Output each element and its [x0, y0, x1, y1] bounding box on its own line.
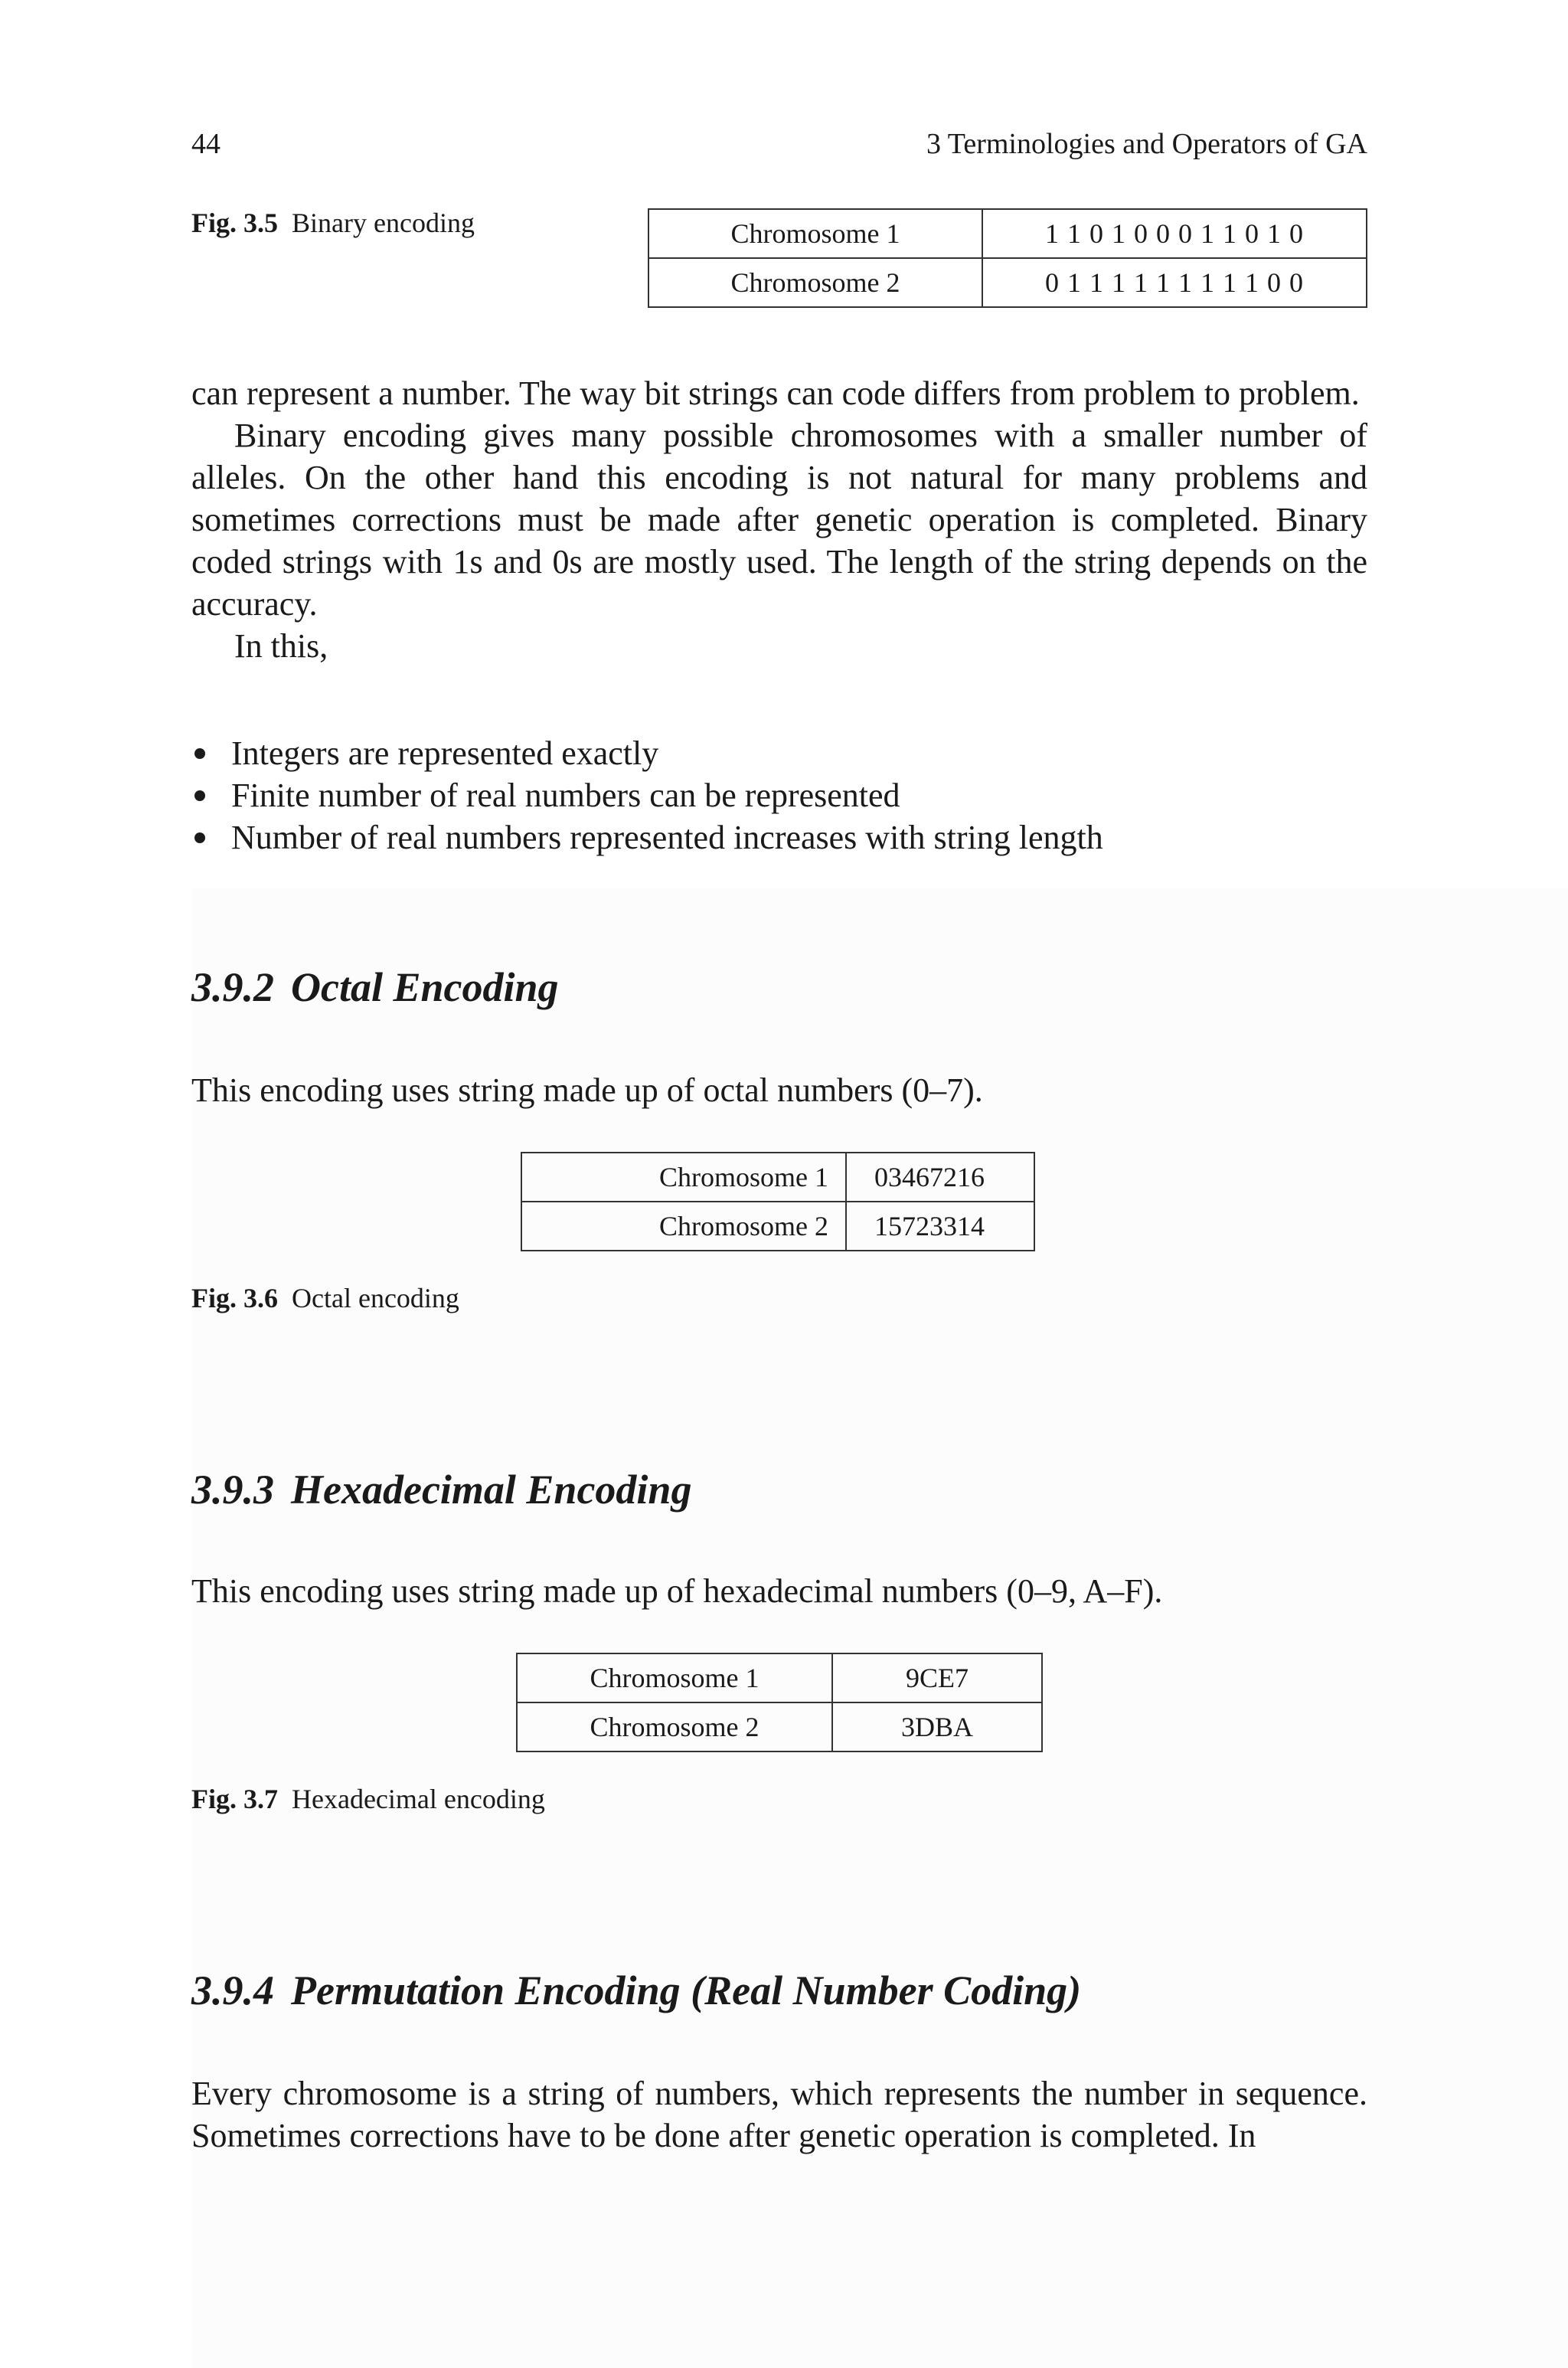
fig-label: Fig. 3.5: [191, 208, 278, 238]
paragraph: Every chromosome is a string of numbers, which represents the number in sequence. Sometimes corrections have to be done after genetic operation is completed. In: [191, 2075, 1367, 2154]
table-cell-value: 9CE7: [832, 1653, 1042, 1702]
fig-label: Fig. 3.6: [191, 1283, 278, 1313]
paragraph: This encoding uses string made up of hexadecimal numbers (0–9, A–F).: [191, 1572, 1163, 1610]
fig-3-6-table: [521, 1152, 1035, 1251]
list-item-text: Finite number of real numbers can be represented: [231, 777, 900, 814]
list-item: [191, 816, 1367, 859]
section-heading-3-9-4: [191, 1967, 1081, 2014]
paragraph: This encoding uses string made up of octal numbers (0–7).: [191, 1071, 983, 1109]
fig-3-7-table: [516, 1653, 1043, 1752]
list-item: [191, 774, 1367, 816]
bullet-icon: [194, 748, 205, 759]
fig-label: Fig. 3.7: [191, 1784, 278, 1814]
page-number: 44: [191, 128, 220, 160]
fig-3-5-caption: [191, 207, 475, 239]
table-cell-name: Chromosome 1: [517, 1653, 832, 1702]
binary-body: [191, 372, 1367, 667]
table-row: [521, 1202, 1034, 1251]
running-head: 3 Terminologies and Operators of GA: [926, 128, 1367, 160]
list-item: [191, 732, 1367, 774]
table-cell-name: Chromosome 1: [648, 209, 982, 258]
bullet-icon: [194, 790, 205, 801]
section-number: 3.9.2: [191, 964, 274, 1010]
section-title: Permutation Encoding (Real Number Coding): [291, 1967, 1082, 2013]
paragraph: Binary encoding gives many possible chromosomes with a smaller number of alleles. On the other hand this encoding is not natural for many problems and sometimes corrections must be made after genetic operation is completed. Binary coded strings with 1s and 0s are mostly used. The length of the string depends on the accuracy.: [191, 417, 1367, 623]
section-heading-3-9-3: [191, 1466, 691, 1513]
table-cell-name: Chromosome 2: [521, 1202, 846, 1251]
table-cell-value: 15723314: [846, 1202, 1034, 1251]
table-row: [648, 258, 1367, 307]
fig-title: Octal encoding: [292, 1283, 459, 1313]
bullet-icon: [194, 832, 205, 843]
table-row: [521, 1153, 1034, 1202]
fig-3-5-table: [648, 208, 1367, 308]
table-cell-value: 3DBA: [832, 1702, 1042, 1751]
octal-body: [191, 1069, 1367, 1111]
hex-body: [191, 1570, 1367, 1612]
fig-3-6-caption: [191, 1282, 459, 1314]
paragraph: In this,: [234, 627, 328, 665]
fig-title: Binary encoding: [292, 208, 475, 238]
paragraph: can represent a number. The way bit strings can code differs from problem to problem.: [191, 374, 1360, 412]
section-heading-3-9-2: [191, 963, 559, 1011]
section-title: Octal Encoding: [291, 964, 559, 1010]
section-number: 3.9.3: [191, 1467, 274, 1513]
fig-title: Hexadecimal encoding: [292, 1784, 545, 1814]
list-item-text: Number of real numbers represented increases with string length: [231, 819, 1103, 856]
table-cell-name: Chromosome 2: [648, 258, 982, 307]
table-cell-value: 03467216: [846, 1153, 1034, 1202]
fig-3-7-caption: [191, 1783, 545, 1815]
permutation-body: [191, 2072, 1367, 2157]
table-row: [517, 1653, 1042, 1702]
table-row: [648, 209, 1367, 258]
bullet-list: [191, 732, 1367, 859]
section-number: 3.9.4: [191, 1967, 274, 2013]
table-cell-value: 1 1 0 1 0 0 0 1 1 0 1 0: [982, 209, 1367, 258]
list-item-text: Integers are represented exactly: [231, 734, 659, 772]
table-cell-value: 0 1 1 1 1 1 1 1 1 1 0 0: [982, 258, 1367, 307]
table-row: [517, 1702, 1042, 1751]
table-cell-name: Chromosome 2: [517, 1702, 832, 1751]
table-cell-name: Chromosome 1: [521, 1153, 846, 1202]
section-title: Hexadecimal Encoding: [291, 1467, 692, 1513]
